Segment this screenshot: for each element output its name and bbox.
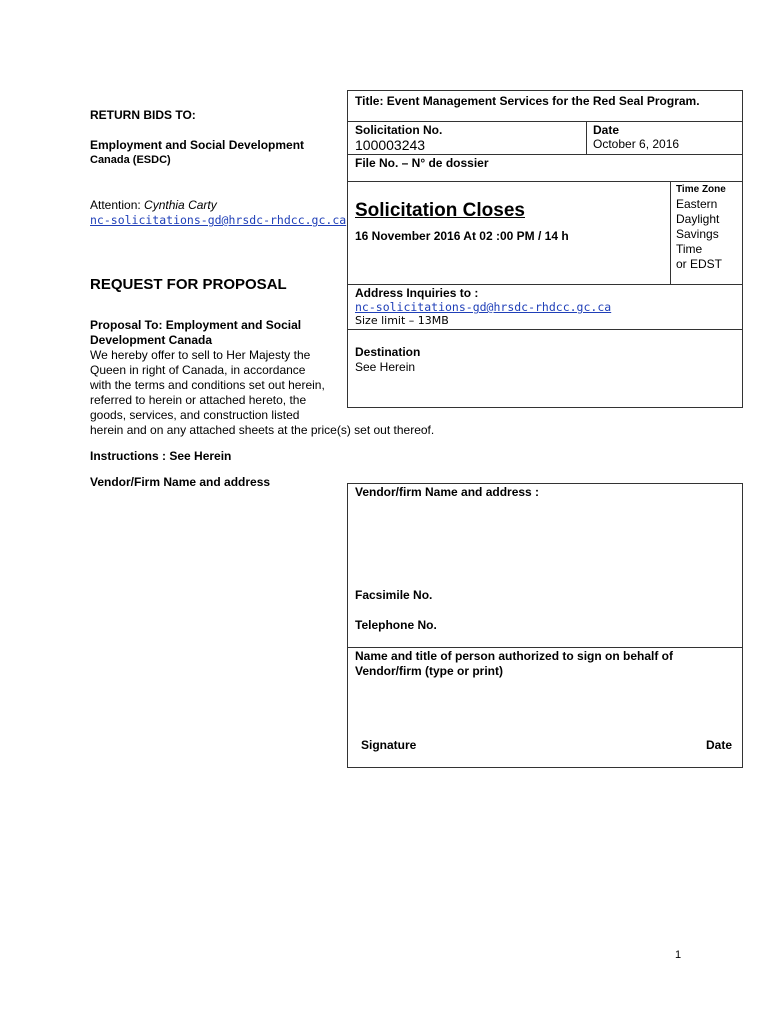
facsimile-label: Facsimile No. [355, 588, 433, 602]
authorized-line-1: Name and title of person authorized to sign on behalf of [355, 649, 674, 663]
offer-line-5: goods, services, and construction listed [90, 408, 300, 422]
date-value: October 6, 2016 [593, 137, 680, 151]
attention-label: Attention: [90, 198, 145, 212]
offer-line-4: referred to herein or attached hereto, the [90, 393, 307, 407]
divider [347, 647, 743, 648]
date-label: Date [593, 123, 620, 137]
divider [347, 284, 743, 285]
divider [670, 181, 671, 284]
divider [347, 181, 743, 182]
telephone-label: Telephone No. [355, 618, 437, 632]
proposal-to-line-2: Development Canada [90, 333, 213, 347]
divider [347, 329, 743, 330]
time-zone-value [676, 197, 722, 272]
tz-line-1: Eastern [676, 197, 718, 211]
size-limit: Size limit – 13MB [355, 314, 449, 327]
solicitation-closes-value: 16 November 2016 At 02 :00 PM / 14 h [355, 229, 569, 243]
department-line-2: Canada (ESDC) [90, 154, 171, 166]
divider [347, 121, 743, 122]
inquiries-email-link[interactable]: nc-solicitations-gd@hrsdc-rhdcc.gc.ca [355, 300, 612, 314]
attention-line [90, 198, 217, 212]
tz-line-3: Savings [676, 227, 719, 241]
solicitation-no-label: Solicitation No. [355, 123, 443, 137]
signature-date-label: Date [706, 738, 733, 752]
offer-line-3: with the terms and conditions set out herein, [90, 378, 325, 392]
time-zone-label: Time Zone [676, 184, 726, 195]
offer-line-6: herein and on any attached sheets at the price(s) set out thereof. [90, 423, 435, 437]
offer-line-2: Queen in right of Canada, in accordance [90, 363, 306, 377]
solicitation-no-value: 100003243 [355, 137, 426, 153]
vendor-name-label: Vendor/firm Name and address : [355, 485, 540, 499]
file-no-label: File No. – N° de dossier [355, 156, 489, 170]
divider [586, 121, 587, 154]
department-line-1: Employment and Social Development [90, 138, 305, 152]
destination-value: See Herein [355, 360, 416, 374]
proposal-to-line-1: Proposal To: Employment and Social [90, 318, 302, 332]
divider [347, 154, 743, 155]
tz-line-2: Daylight [676, 212, 720, 226]
instructions-label: Instructions : See Herein [90, 449, 232, 463]
destination-label: Destination [355, 345, 421, 359]
return-bids-label: RETURN BIDS TO: [90, 108, 196, 122]
rfp-heading: REQUEST FOR PROPOSAL [90, 276, 287, 293]
tz-line-5: or EDST [676, 257, 723, 271]
authorized-line-2: Vendor/firm (type or print) [355, 664, 504, 678]
solicitation-closes-heading: Solicitation Closes [355, 200, 525, 221]
department-name [90, 138, 304, 168]
return-email-link[interactable]: nc-solicitations-gd@hrsdc-rhdcc.gc.ca [90, 213, 347, 227]
vendor-firm-label: Vendor/Firm Name and address [90, 475, 271, 489]
title-field: Title: Event Management Services for the Red Seal Program. [355, 94, 700, 108]
attention-name: Cynthia Carty [144, 198, 217, 212]
offer-line-1: We hereby offer to sell to Her Majesty the [90, 348, 311, 362]
tz-line-4: Time [676, 242, 703, 256]
address-inquiries-label: Address Inquiries to : [355, 286, 479, 300]
signature-label: Signature [361, 738, 417, 752]
authorized-person-label [355, 649, 673, 679]
page-number: 1 [675, 949, 682, 961]
